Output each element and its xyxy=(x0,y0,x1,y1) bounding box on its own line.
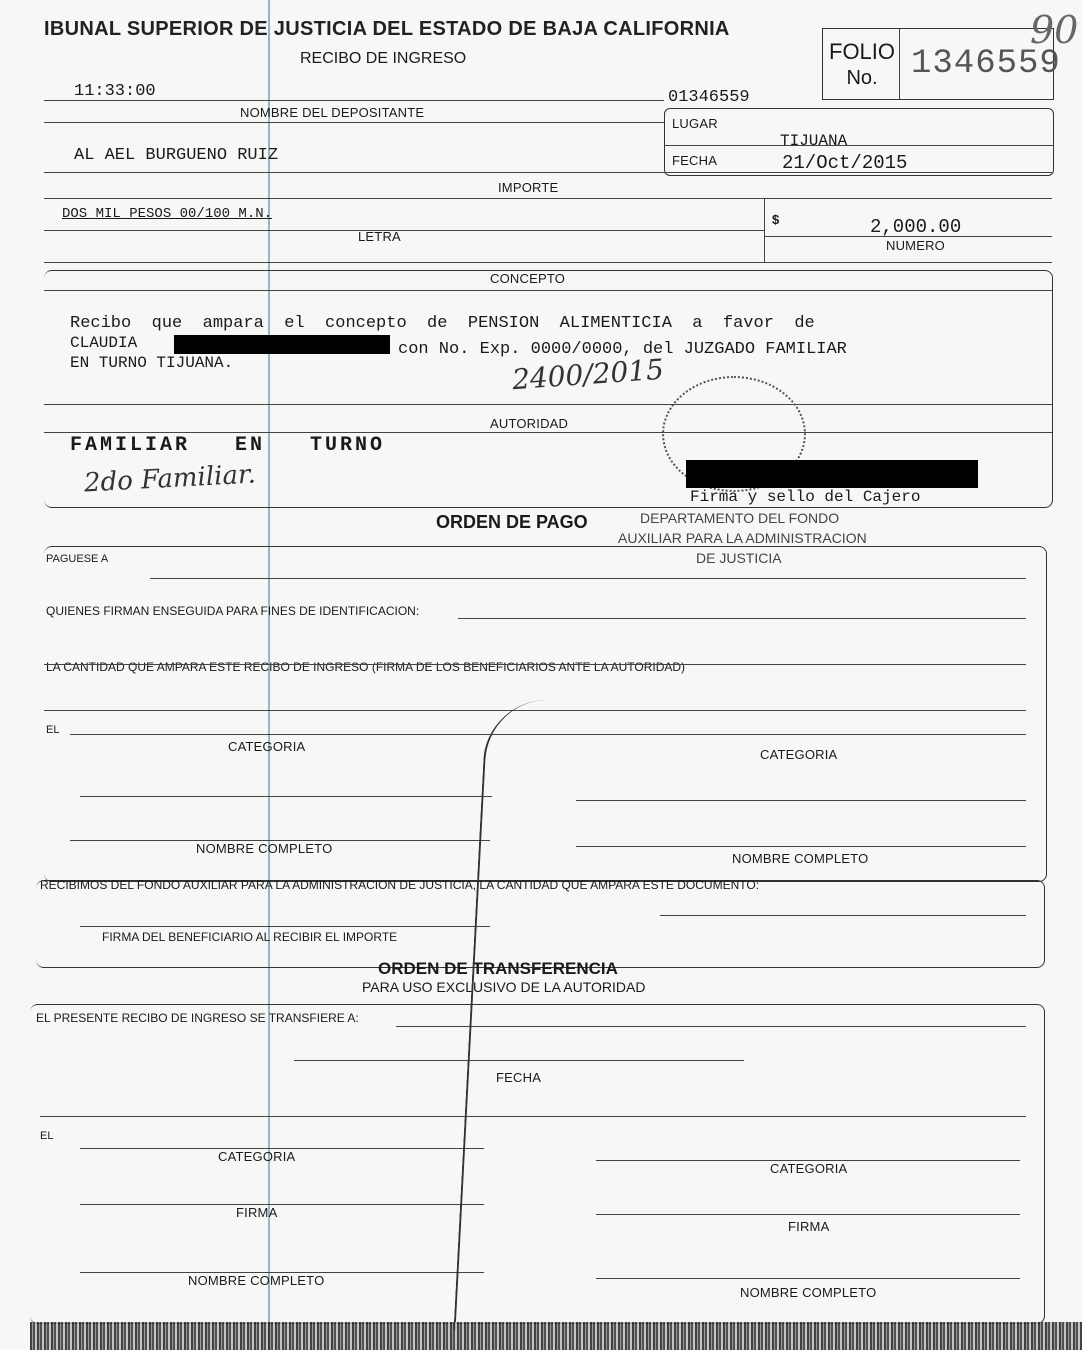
fullname-left-label: NOMBRE COMPLETO xyxy=(196,841,333,856)
pay-to-label: PAGUESE A xyxy=(46,553,109,565)
receipt-title: RECIBO DE INGRESO xyxy=(300,50,467,67)
currency-symbol: $ xyxy=(772,212,780,227)
corner-mark: 90 xyxy=(1030,8,1079,52)
amount-section-label: IMPORTE xyxy=(498,180,559,195)
court-title: IBUNAL SUPERIOR DE JUSTICIA DEL ESTADO DE BAJA CALIFORNIA xyxy=(44,18,730,40)
transfer-signature-left-label: FIRMA xyxy=(236,1205,278,1220)
transfer-fullname-left-label: NOMBRE COMPLETO xyxy=(188,1273,325,1288)
depositor-name-value: AL AEL BURGUENO RUIZ xyxy=(74,146,279,165)
transfer-signature-right-label: FIRMA xyxy=(788,1219,830,1234)
transfer-date-label: FECHA xyxy=(496,1070,542,1085)
redaction-bar xyxy=(686,460,978,488)
date-value: 21/Oct/2015 xyxy=(782,152,908,174)
date-label: FECHA xyxy=(672,153,718,168)
folio-no-label: No. xyxy=(846,67,878,89)
transfer-order-title: ORDEN DE TRANSFERENCIA xyxy=(378,959,618,978)
place-value: TIJUANA xyxy=(780,132,848,150)
scan-bottom-edge xyxy=(30,1322,1082,1350)
authority-section-label: AUTORIDAD xyxy=(490,416,569,431)
depositor-name-label: NOMBRE DEL DEPOSITANTE xyxy=(240,105,425,120)
payment-order-title: ORDEN DE PAGO xyxy=(436,512,588,532)
place-label: LUGAR xyxy=(672,116,718,131)
concept-section-label: CONCEPTO xyxy=(490,271,566,286)
el-label: EL xyxy=(46,724,60,736)
concept-line-3: EN TURNO TIJUANA. xyxy=(70,354,234,372)
handwritten-exp-number: 2400/2015 xyxy=(511,352,665,397)
beneficiary-receipt-box xyxy=(36,880,1045,968)
transfer-el-label: EL xyxy=(40,1130,54,1142)
concept-line-2-start: CLAUDIA xyxy=(70,334,138,352)
received-statement: RECIBIMOS DEL FONDO AUXILIAR PARA LA ADMINISTRACION DE JUSTICIA, LA CANTIDAD QUE AMPARA ESTE DOCUMENTO: xyxy=(40,878,760,892)
cashier-stamp-line-2: AUXILIAR PARA LA ADMINISTRACION xyxy=(618,530,867,546)
category-left-label: CATEGORIA xyxy=(228,739,306,754)
transfer-to-label: EL PRESENTE RECIBO DE INGRESO SE TRANSFIERE A: xyxy=(36,1011,359,1025)
category-right-label: CATEGORIA xyxy=(760,747,838,762)
cashier-signature-label: Firma y sello del Cajero xyxy=(690,488,921,506)
cashier-stamp-line-1: DEPARTAMENTO DEL FONDO xyxy=(640,510,840,526)
transfer-fullname-right-label: NOMBRE COMPLETO xyxy=(740,1285,877,1300)
transfer-order-subtitle: PARA USO EXCLUSIVO DE LA AUTORIDAD xyxy=(362,979,646,995)
transfer-category-left-label: CATEGORIA xyxy=(218,1149,296,1164)
transfer-order-box xyxy=(30,1004,1045,1324)
cashier-stamp-line-3: DE JUSTICIA xyxy=(696,550,782,566)
handwritten-authority: 2do Familiar. xyxy=(83,459,257,499)
folio-number: 1346559 xyxy=(911,45,1061,83)
transfer-category-right-label: CATEGORIA xyxy=(770,1161,848,1176)
beneficiary-signature-label: FIRMA DEL BENEFICIARIO AL RECIBIR EL IMPORTE xyxy=(102,930,398,944)
fullname-right-label: NOMBRE COMPLETO xyxy=(732,851,869,866)
identification-label: QUIENES FIRMAN ENSEGUIDA PARA FINES DE IDENTIFICACION: xyxy=(46,604,420,618)
authority-value: FAMILIAR EN TURNO xyxy=(70,434,386,457)
receipt-time: 11:33:00 xyxy=(74,82,156,101)
concept-line-2-end: con No. Exp. 0000/0000, del JUZGADO FAMILIAR xyxy=(398,340,847,359)
amount-letter-value: DOS MIL PESOS 00/100 M.N. xyxy=(62,206,273,222)
amount-beneficiaries-label: LA CANTIDAD QUE AMPARA ESTE RECIBO DE INGRESO (FIRMA DE LOS BENEFICIARIOS ANTE LA AUTORIDAD) xyxy=(46,660,686,674)
concept-line-1: Recibo que ampara el concepto de PENSION ALIMENTICIA a favor de xyxy=(70,314,815,333)
amount-number-label: NUMERO xyxy=(886,238,945,253)
amount-letter-label: LETRA xyxy=(358,229,401,244)
amount-number-value: 2,000.00 xyxy=(870,216,962,238)
receipt-ref-number: 01346559 xyxy=(668,88,750,107)
redaction-bar xyxy=(174,335,390,354)
folio-label: FOLIO xyxy=(829,39,896,64)
folio-box xyxy=(822,28,1061,100)
